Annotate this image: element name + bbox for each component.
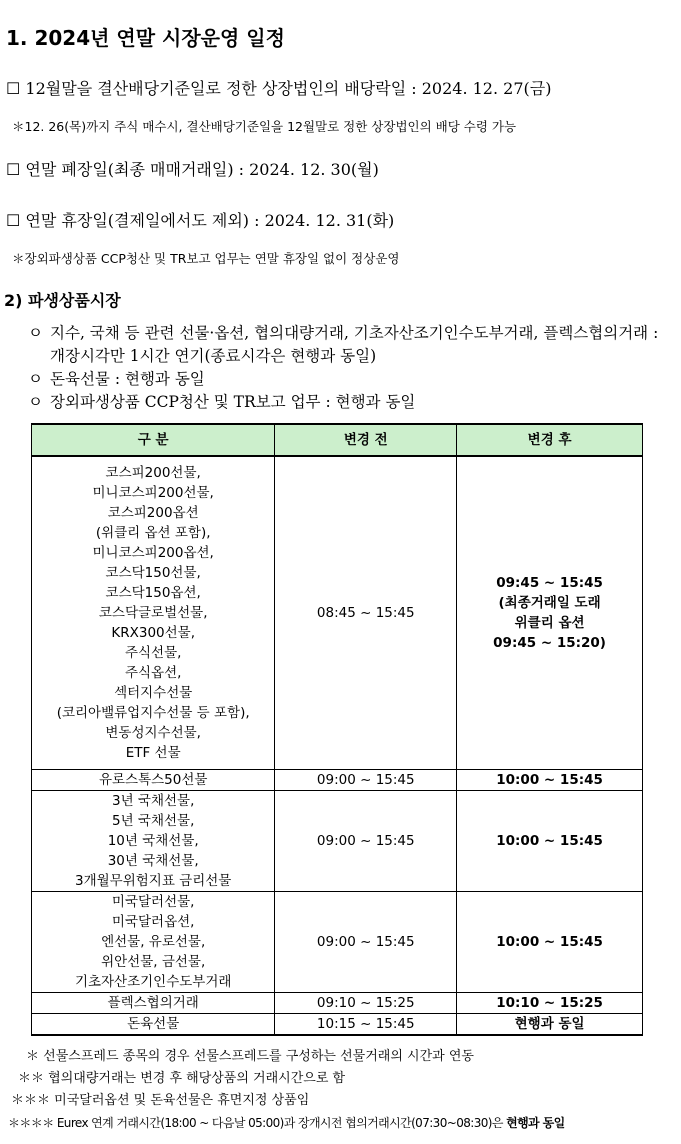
table-row [32,791,643,892]
bullet-marker: ㅇ [28,370,43,388]
row-category: 유로스톡스50선물 [32,770,275,791]
table-header-row [32,424,643,456]
footnote-item: ＊ 선물스프레드 종목의 경우 선물스프레드를 구성하는 선물거래의 시간과 연동 [26,1049,474,1064]
dividend-note: ＊12. 26(목)까지 주식 매수시, 결산배당기준일을 12월말로 정한 상장법인의 배당 수령 가능 [12,119,517,134]
footnote-item: ＊＊＊＊ Eurex 연계 거래시간(18:00 ~ 다음날 05:00)과 장개시전 협의거래시간(07:30~08:30)은 현행과 동일 [8,1116,565,1130]
bullet-text: 돈육선물 : 현행과 동일 [50,370,205,388]
page-title: 1. 2024년 연말 시장운영 일정 [6,26,285,50]
dividend-date-line: ☐ 12월말을 결산배당기준일로 정한 상장법인의 배당락일 : 2024. 12. 27(금) [6,79,552,98]
row-category: 플렉스협의거래 [32,993,275,1014]
table-row [32,993,643,1014]
row-after: 10:00 ~ 15:45 [457,892,643,993]
derivatives-section-title: 2) 파생상품시장 [4,291,121,310]
bullet-marker: ㅇ [28,393,43,411]
row-after: 현행과 동일 [457,1014,643,1036]
row-category: 3년 국채선물, 5년 국채선물, 10년 국채선물, 30년 국채선물, 3개월무위험지표 금리선물 [32,791,275,892]
trading-hours-table [31,423,643,1036]
table-row [32,770,643,791]
row-before: 09:00 ~ 15:45 [275,892,457,993]
bullet-item [28,391,678,414]
row-before: 09:00 ~ 15:45 [275,791,457,892]
row-category: 코스피200선물, 미니코스피200선물, 코스피200옵션 (위클리 옵션 포함), 미니코스피200옵션, 코스닥150선물, 코스닥150옵션, 코스닥글로벌선물, KRX300선물, 주식선물, 주식옵션, 섹터지수선물 (코리아밸류업지수선물 등 포함), 변동성지수선물, ETF 선물 [32,456,275,770]
row-after: 10:00 ~ 15:45 [457,770,643,791]
row-after: 10:00 ~ 15:45 [457,791,643,892]
header-after: 변경 후 [457,424,643,456]
holiday-note: ＊장외파생상품 CCP청산 및 TR보고 업무는 연말 휴장일 없이 정상운영 [12,251,400,266]
row-after: 10:10 ~ 15:25 [457,993,643,1014]
footnote-item: ＊＊ 협의대량거래는 변경 후 해당상품의 거래시간으로 함 [18,1071,346,1086]
footnotes [8,1046,565,1134]
bullet-item [28,322,678,368]
row-category: 돈육선물 [32,1014,275,1036]
table-row [32,456,643,770]
bullet-marker: ㅇ [28,324,43,342]
header-before: 변경 전 [275,424,457,456]
closing-date-line: ☐ 연말 폐장일(최종 매매거래일) : 2024. 12. 30(월) [6,160,379,179]
footnote-item: ＊＊＊ 미국달러옵션 및 돈육선물은 휴면지정 상품임 [11,1093,310,1108]
row-before: 09:00 ~ 15:45 [275,770,457,791]
row-before: 08:45 ~ 15:45 [275,456,457,770]
row-after: 09:45 ~ 15:45 (최종거래일 도래 위클리 옵션 09:45 ~ 15:20) [457,456,643,770]
holiday-line: ☐ 연말 휴장일(결제일에서도 제외) : 2024. 12. 31(화) [6,211,395,230]
header-category: 구 분 [32,424,275,456]
row-before: 10:15 ~ 15:45 [275,1014,457,1036]
table-row [32,892,643,993]
bullet-item [28,368,678,391]
footnote-bold: 현행과 동일 [506,1116,565,1130]
derivatives-bullets [28,322,678,414]
bullet-text: 장외파생상품 CCP청산 및 TR보고 업무 : 현행과 동일 [50,393,416,411]
bullet-text: 지수, 국채 등 관련 선물·옵션, 협의대량거래, 기초자산조기인수도부거래, 플렉스협의거래 : 개장시각만 1시간 연기(종료시각은 현행과 동일) [50,324,659,365]
table-row [32,1014,643,1036]
row-category: 미국달러선물, 미국달러옵션, 엔선물, 유로선물, 위안선물, 금선물, 기초자산조기인수도부거래 [32,892,275,993]
row-before: 09:10 ~ 15:25 [275,993,457,1014]
